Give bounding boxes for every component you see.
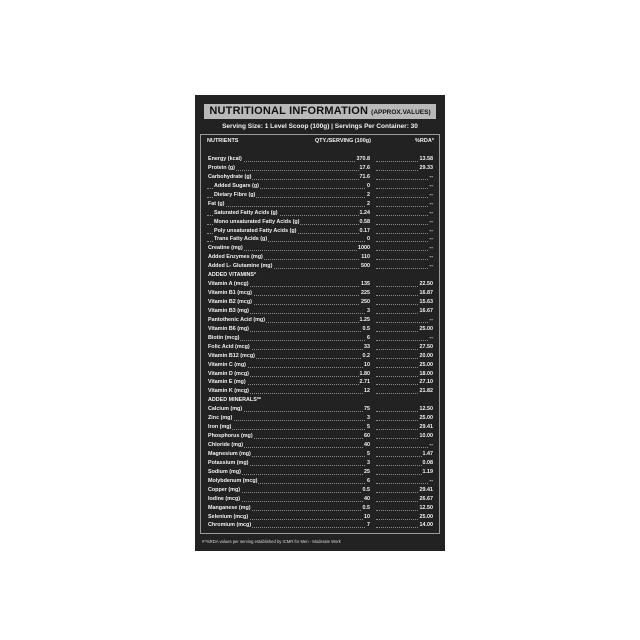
- nutrient-name: Copper (mg): [208, 486, 241, 493]
- nutrient-name: Fat (g): [208, 200, 225, 207]
- dotted-leader: [376, 206, 434, 207]
- table-row: [201, 289, 439, 298]
- nutrient-qty: 1.25: [359, 316, 370, 323]
- nutrient-name: Chromium (mcg): [208, 522, 252, 529]
- nutrient-name: Carbohydrate (g): [208, 173, 252, 180]
- nutrient-rda: --: [429, 334, 433, 341]
- nutrient-rda: 25.00: [419, 415, 433, 422]
- section-heading: [201, 271, 439, 280]
- table-row: [201, 521, 439, 530]
- nutrient-rda: --: [429, 218, 433, 225]
- nutrient-name: Vitamin B12 (mcg): [208, 352, 255, 359]
- column-header-nutrients: NUTRIENTS: [207, 138, 239, 144]
- nutrient-rda: 25.00: [419, 361, 433, 368]
- dotted-leader: [376, 241, 434, 242]
- nutrient-name: ADDED MINERALS**: [208, 397, 262, 404]
- nutrient-qty: 3: [367, 459, 370, 466]
- nutrient-name: Vitamin B6 (mg): [208, 325, 249, 332]
- table-row: [201, 164, 439, 173]
- table-header: [201, 138, 439, 148]
- dotted-leader: [207, 206, 371, 207]
- nutrient-name: Added L- Glutamine (mg): [208, 263, 273, 270]
- dotted-leader: [376, 188, 434, 189]
- nutrient-name: Vitamin C (mg): [208, 361, 246, 368]
- nutrient-name: Iron (mg): [208, 424, 232, 431]
- table-row: [201, 307, 439, 316]
- nutrient-rda: 27.50: [419, 343, 433, 350]
- nutrient-name: Magnesium (mg): [208, 450, 251, 457]
- nutrient-name: Folic Acid (mcg): [208, 343, 250, 350]
- label-title-suffix: (APPROX.VALUES): [371, 109, 431, 116]
- table-row: [201, 504, 439, 513]
- nutrient-name: Calcium (mg): [208, 406, 243, 413]
- table-row: [201, 361, 439, 370]
- label-title: NUTRITIONAL INFORMATION: [209, 105, 369, 117]
- nutrient-rda: 12.50: [419, 504, 433, 511]
- nutrient-qty: 33: [364, 343, 370, 350]
- nutrient-qty: 75: [364, 406, 370, 413]
- nutrient-name: Added Enzymes (mg): [208, 254, 263, 261]
- table-row: [201, 227, 439, 236]
- nutrient-rda: --: [429, 442, 433, 448]
- nutrient-rda: 29.33: [419, 164, 433, 171]
- nutrient-qty: 1000: [358, 245, 370, 252]
- nutrient-qty: 2.71: [359, 379, 370, 386]
- nutrient-name: Pantothenic Acid (mg): [208, 316, 266, 323]
- nutrient-qty: 60: [364, 433, 370, 440]
- nutrient-name: Chloride (mg): [208, 442, 244, 448]
- dotted-leader: [376, 483, 434, 484]
- nutrient-qty: 40: [364, 495, 370, 502]
- table-row: [201, 477, 439, 486]
- nutrient-qty: 5: [367, 424, 370, 431]
- nutrient-rda: 16.87: [419, 290, 433, 297]
- footnote: #*%RDA values per serving established by ICMR for Men - Moderate Work: [202, 539, 341, 544]
- nutrient-rda: --: [429, 316, 433, 323]
- table-row: [201, 405, 439, 414]
- nutrient-rda: 25.00: [419, 513, 433, 520]
- nutrient-qty: 1.80: [359, 370, 370, 377]
- nutrient-name: Vitamin B3 (mg): [208, 307, 249, 314]
- nutrient-name: Manganese (mg): [208, 504, 251, 511]
- nutrient-name: Phosphorus (mg): [208, 433, 253, 440]
- table-row: [201, 441, 439, 450]
- nutrient-qty: 1.24: [359, 209, 370, 216]
- nutrient-rda: 22.50: [419, 281, 433, 288]
- nutrient-name: Added Sugars (g): [214, 182, 259, 189]
- column-header-rda: %RDA*: [415, 138, 434, 144]
- nutrient-name: Energy (kcal): [208, 156, 242, 162]
- nutrient-rda: 20.00: [419, 352, 433, 359]
- nutrient-qty: 40: [364, 442, 370, 448]
- table-row: [201, 280, 439, 289]
- nutrient-rda: --: [429, 245, 433, 252]
- nutrient-name: Protein (g): [208, 164, 235, 171]
- nutrient-name: Potassium (mg): [208, 459, 249, 466]
- nutrient-qty: 0.17: [359, 227, 370, 234]
- nutrient-name: Sodium (mg): [208, 468, 241, 475]
- nutrient-qty: 0.5: [362, 486, 370, 493]
- dotted-leader: [376, 447, 434, 448]
- nutrient-qty: 0.58: [359, 218, 370, 225]
- table-row: [201, 343, 439, 352]
- table-row: [201, 191, 439, 200]
- nutrient-qty: 25: [364, 468, 370, 475]
- nutrient-qty: 3: [367, 415, 370, 422]
- nutrient-name: Dietary Fibre (g): [214, 191, 256, 198]
- title-bar: [204, 104, 436, 119]
- nutrient-qty: 3: [367, 307, 370, 314]
- nutrient-qty: 110: [361, 254, 370, 261]
- table-row: [201, 200, 439, 209]
- nutrient-rda: --: [429, 182, 433, 189]
- nutrient-qty: 10: [364, 513, 370, 520]
- nutrient-rda: --: [429, 254, 433, 261]
- nutrient-name: Vitamin E (mg): [208, 379, 246, 386]
- table-row: [201, 173, 439, 182]
- nutrient-name: Vitamin D (mcg): [208, 370, 249, 377]
- table-row: [201, 459, 439, 468]
- nutrient-table: [200, 134, 440, 534]
- table-row: [201, 495, 439, 504]
- dotted-leader: [376, 233, 434, 234]
- nutrient-name: Selenium (mcg): [208, 513, 249, 520]
- nutrient-name: Vitamin A (mcg): [208, 281, 249, 288]
- nutrient-name: Poly unsaturated Fatty Acids (g): [214, 227, 297, 234]
- nutrient-qty: 7: [367, 522, 370, 529]
- nutrient-name: Mono unsaturated Fatty Acids (g): [214, 218, 300, 225]
- nutrient-qty: 2: [367, 200, 370, 207]
- nutrient-name: Vitamin B2 (mcg): [208, 299, 252, 305]
- nutrient-qty: 370.8: [356, 156, 370, 162]
- nutrient-rda: 14.00: [419, 522, 433, 529]
- table-row: [201, 450, 439, 459]
- nutrient-qty: 10: [364, 361, 370, 368]
- nutrient-rda: --: [429, 209, 433, 216]
- nutrient-rda: 25.00: [419, 325, 433, 332]
- table-row: [201, 298, 439, 307]
- nutrient-rda: --: [429, 173, 433, 180]
- nutrient-qty: 6: [367, 477, 370, 484]
- nutrient-qty: 2: [367, 191, 370, 198]
- nutrient-qty: 0: [367, 182, 370, 189]
- nutrient-name: Creatine (mg): [208, 245, 243, 252]
- nutrient-name: Biotin (mcg): [208, 334, 240, 341]
- table-row: [201, 182, 439, 191]
- table-row: [201, 209, 439, 218]
- nutrient-qty: 250: [361, 299, 370, 305]
- dotted-leader: [376, 215, 434, 216]
- nutrient-qty: 500: [361, 263, 370, 270]
- nutrient-qty: 135: [361, 281, 370, 288]
- dotted-leader: [376, 340, 434, 341]
- nutrient-rda: 21.82: [419, 388, 433, 395]
- table-row: [201, 423, 439, 432]
- nutrient-qty: 71.6: [359, 173, 370, 180]
- nutrient-name: ADDED VITAMINS*: [208, 272, 257, 279]
- column-header-qty: QTY./SERVING (100g): [314, 138, 371, 144]
- table-row: [201, 235, 439, 244]
- nutrient-rda: 29.41: [419, 424, 433, 431]
- table-rows: [201, 155, 439, 530]
- dotted-leader: [376, 197, 434, 198]
- nutrient-qty: 0.5: [362, 504, 370, 511]
- nutrient-rda: --: [429, 227, 433, 234]
- nutrient-name: Zinc (mg): [208, 415, 233, 422]
- table-row: [201, 414, 439, 423]
- nutrient-rda: 0.08: [422, 459, 433, 466]
- nutrient-rda: --: [429, 191, 433, 198]
- dotted-leader: [376, 268, 434, 269]
- nutrient-qty: 17.6: [359, 164, 370, 171]
- table-row: [201, 378, 439, 387]
- table-row: [201, 218, 439, 227]
- table-row: [201, 253, 439, 262]
- dotted-leader: [376, 259, 434, 260]
- dotted-leader: [376, 179, 434, 180]
- nutrition-label-panel: [195, 95, 445, 551]
- nutrient-qty: 0.5: [362, 325, 370, 332]
- table-row: [201, 370, 439, 379]
- section-heading: [201, 396, 439, 405]
- nutrient-rda: 18.00: [419, 370, 433, 377]
- nutrient-name: Molybdenum (mcg): [208, 477, 258, 484]
- table-row: [201, 325, 439, 334]
- nutrient-qty: 0: [367, 236, 370, 243]
- nutrient-rda: --: [429, 236, 433, 243]
- dotted-leader: [376, 250, 434, 251]
- table-row: [201, 262, 439, 271]
- nutrient-rda: 1.19: [422, 468, 433, 475]
- table-row: [201, 513, 439, 522]
- nutrient-rda: 12.50: [419, 406, 433, 413]
- serving-info: Serving Size: 1 Level Scoop (100g) | Servings Per Container: 30: [222, 123, 418, 130]
- nutrient-name: Saturated Fatty Acids (g): [214, 209, 278, 216]
- nutrient-name: Vitamin B1 (mcg): [208, 290, 252, 297]
- nutrient-rda: 10.00: [419, 433, 433, 440]
- table-row: [201, 468, 439, 477]
- nutrient-name: Vitamin K (mcg): [208, 388, 249, 395]
- nutrient-rda: 26.67: [419, 495, 433, 502]
- table-row: [201, 432, 439, 441]
- nutrient-qty: 5: [367, 450, 370, 457]
- nutrient-rda: 16.67: [419, 307, 433, 314]
- nutrient-rda: 15.63: [419, 299, 433, 305]
- table-row: [201, 316, 439, 325]
- nutrient-qty: 225: [361, 290, 370, 297]
- nutrient-name: Trans Fatty Acids (g): [214, 236, 268, 243]
- nutrient-rda: --: [429, 477, 433, 484]
- nutrient-name: Iodine (mcg): [208, 495, 241, 502]
- nutrient-rda: 29.41: [419, 486, 433, 493]
- table-row: [201, 334, 439, 343]
- table-row: [201, 155, 439, 164]
- nutrient-qty: 6: [367, 334, 370, 341]
- table-row: [201, 352, 439, 361]
- nutrient-qty: 12: [364, 388, 370, 395]
- table-row: [201, 486, 439, 495]
- nutrient-rda: --: [429, 263, 433, 270]
- nutrient-rda: 27.10: [419, 379, 433, 386]
- table-row: [201, 387, 439, 396]
- dotted-leader: [376, 224, 434, 225]
- nutrient-rda: 1.47: [422, 450, 433, 457]
- nutrient-qty: 0.2: [362, 352, 370, 359]
- nutrient-rda: 13.58: [419, 156, 433, 162]
- nutrient-rda: --: [429, 200, 433, 207]
- table-row: [201, 244, 439, 253]
- dotted-leader: [376, 322, 434, 323]
